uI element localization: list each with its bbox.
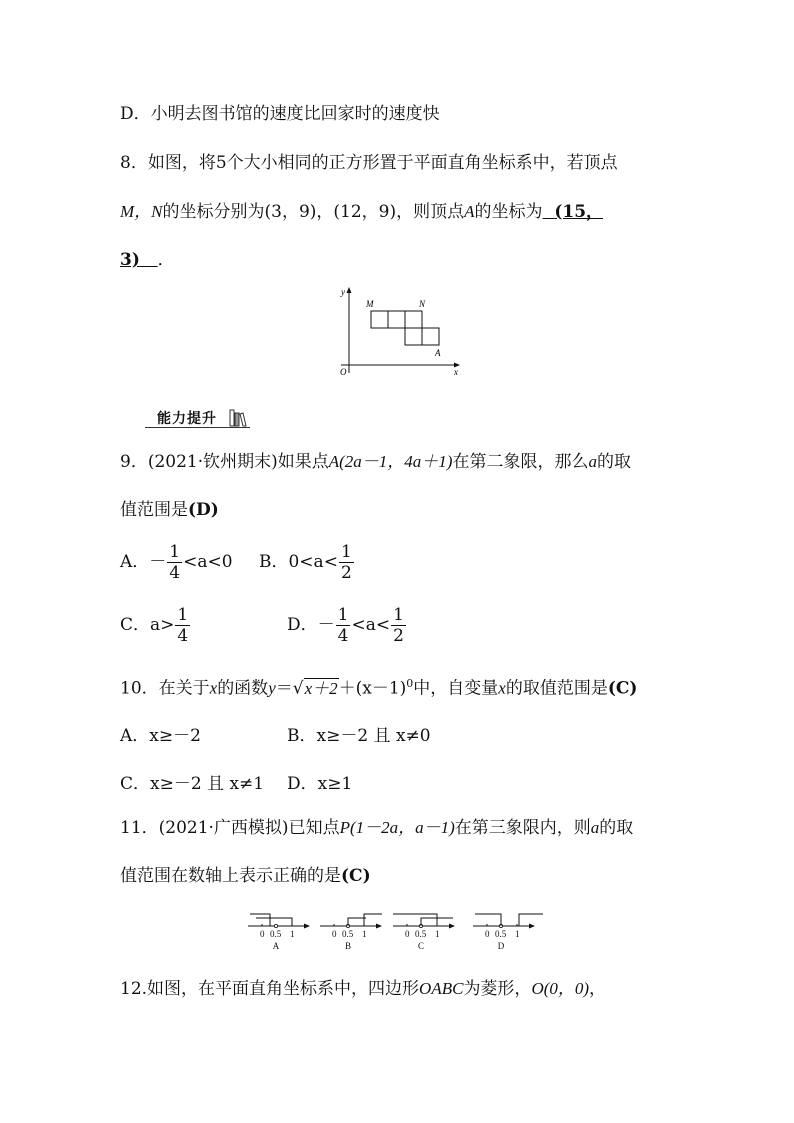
q9-option-b-num: 1 xyxy=(340,542,352,562)
q9-option-d-den1: 4 xyxy=(337,626,349,646)
q11-stem-source: 11．(2021·广西模拟)已知点 xyxy=(120,818,340,838)
q8-stem-line1: 8．如图，将5个大小相同的正方形置于平面直角坐标系中，若顶点 xyxy=(120,153,618,173)
number-line-tick-label: 0 xyxy=(485,929,490,939)
q12-stem-end: ， xyxy=(589,979,607,999)
q10-var-x2: x xyxy=(498,678,506,698)
q12-stem xyxy=(120,978,606,1000)
q10-option-a: A．x≥－2 xyxy=(120,726,201,746)
square-4 xyxy=(405,328,422,345)
q11-stem-line1 xyxy=(120,817,633,839)
number-line-arrow xyxy=(529,924,535,929)
q10-option-c: C．x≥－2 且 x≠1 xyxy=(120,774,265,794)
q8-answer-part1: (15， xyxy=(554,202,604,222)
q9-option-d-fraction2 xyxy=(391,605,406,646)
section-header xyxy=(145,406,250,428)
q8-coordinate-figure xyxy=(335,285,465,380)
square-2 xyxy=(388,311,405,328)
number-line-d xyxy=(473,914,543,951)
q10-stem xyxy=(120,673,637,700)
q11-stem-mid: 在第三象限内，则 xyxy=(454,818,591,838)
section-rule xyxy=(145,427,250,428)
number-line-c xyxy=(393,914,455,951)
q9-stem-end: 的取 xyxy=(596,452,631,472)
q11-stem-line2 xyxy=(120,865,371,887)
square-3 xyxy=(405,311,422,328)
section-label: 能力提升 xyxy=(157,411,217,427)
number-line-point xyxy=(274,924,277,927)
number-line-range xyxy=(364,914,382,926)
number-line-tick-label: 1 xyxy=(290,929,295,939)
number-line-tick-label: 0.5 xyxy=(342,929,354,939)
q10-stem-start: 10．在关于 xyxy=(120,678,210,699)
point-a-label: A xyxy=(435,348,441,358)
number-line-tick-label: 0.5 xyxy=(495,929,507,939)
q10-func-y: y xyxy=(268,678,276,698)
q9-option-c-fraction xyxy=(175,605,190,646)
q9-option-b-prefix: B．0<a< xyxy=(259,552,338,572)
q9-var: a xyxy=(588,452,597,471)
q9-stem-line2-text: 值范围是 xyxy=(120,500,188,520)
q10-eq: ＝ xyxy=(275,678,293,699)
q9-option-a-suffix: <a<0 xyxy=(183,552,233,572)
number-line-tick-label: 0 xyxy=(332,929,337,939)
q9-option-b xyxy=(259,542,355,583)
y-axis-arrow xyxy=(347,287,352,293)
square-5 xyxy=(422,328,439,345)
number-line-range xyxy=(256,918,292,926)
number-line-a xyxy=(248,914,310,951)
q9-option-c-prefix: C．a> xyxy=(120,615,175,635)
number-line-range xyxy=(348,918,366,926)
q11-answer: (C) xyxy=(341,866,371,886)
number-line-option-label: D xyxy=(497,941,505,951)
number-line-option-label: B xyxy=(344,941,352,951)
q9-option-d-fraction1 xyxy=(336,605,351,646)
books-icon xyxy=(229,407,247,427)
y-axis-label: y xyxy=(341,287,345,297)
q10-answer: (C) xyxy=(607,678,638,699)
q10-stem-mid: 中，自变量 xyxy=(413,678,499,699)
point-n-label: N xyxy=(419,299,426,309)
q9-option-d xyxy=(287,605,407,646)
number-line-range xyxy=(250,914,270,926)
number-line-tick-label: 0 xyxy=(405,929,410,939)
q8-tail: 的坐标为 xyxy=(474,202,543,222)
q8-a: A xyxy=(464,202,475,221)
q9-option-a-prefix: A．－ xyxy=(120,552,167,572)
q8-end: ． xyxy=(157,250,175,270)
q7-option-d: D．小明去图书馆的速度比回家时的速度快 xyxy=(120,104,440,124)
origin-label: O xyxy=(340,367,347,377)
number-line-arrow xyxy=(304,924,310,929)
q9-option-b-fraction xyxy=(339,542,354,583)
q9-stem-mid: 在第二象限，那么 xyxy=(452,452,589,472)
number-line-tick-label: 0 xyxy=(260,929,265,939)
number-line-b xyxy=(320,914,382,951)
q9-option-c xyxy=(120,605,191,646)
q9-option-d-num2: 1 xyxy=(393,605,404,625)
q9-option-a-num: 1 xyxy=(169,542,181,562)
q9-stem-source: 9．(2021·钦州期末)如果点 xyxy=(120,452,329,472)
square-1 xyxy=(371,311,388,328)
q9-stem-line1 xyxy=(120,451,631,473)
q9-stem-line2 xyxy=(120,499,219,521)
q12-stem-start: 12.如图，在平面直角坐标系中，四边形 xyxy=(120,979,420,999)
q12-origin: O(0，0) xyxy=(531,979,590,998)
q8-stem-line2 xyxy=(120,201,603,223)
sqrt-icon: √ xyxy=(292,678,304,699)
q12-oabc: OABC xyxy=(419,979,464,998)
q11-stem-line2-text: 值范围在数轴上表示正确的是 xyxy=(120,866,341,886)
number-line-tick-label: 0.5 xyxy=(415,929,427,939)
q9-option-d-mid: <a< xyxy=(351,615,391,635)
q9-option-d-den2: 2 xyxy=(393,626,404,646)
q10-radicand: x＋2 xyxy=(304,678,338,698)
number-line-tick-label: 1 xyxy=(515,929,520,939)
q11-stem-end: 的取 xyxy=(599,818,634,838)
q9-option-a-fraction xyxy=(167,542,182,583)
number-line-tick-label: 1 xyxy=(435,929,440,939)
q9-option-b-den: 2 xyxy=(340,563,352,583)
x-axis-label: x xyxy=(454,367,458,377)
q11-number-lines xyxy=(248,904,548,954)
q9-option-c-num: 1 xyxy=(177,605,189,625)
q9-option-c-den: 4 xyxy=(177,626,189,646)
q10-option-b: B．x≥－2 且 x≠0 xyxy=(287,726,431,746)
number-line-arrow xyxy=(376,924,382,929)
q10-stem-end: 的取值范围是 xyxy=(505,678,608,699)
point-m-label: M xyxy=(366,299,374,309)
number-line-tick-label: 0.5 xyxy=(270,929,282,939)
q10-stem-func: 的函数 xyxy=(217,678,269,699)
q10-var-x1: x xyxy=(209,678,218,698)
q10-exponent: 0 xyxy=(406,677,414,690)
q9-option-a xyxy=(120,542,233,583)
number-line-arrow xyxy=(449,924,455,929)
q9-option-d-prefix: D．－ xyxy=(287,615,335,635)
q11-point-p: P(1－2a，a－1) xyxy=(339,818,455,837)
q8-mn: M，N xyxy=(120,202,163,221)
q10-plus-term: ＋(x－1) xyxy=(338,678,407,699)
number-line-option-label: C xyxy=(417,941,425,951)
number-line-range xyxy=(475,914,501,926)
number-line-range xyxy=(519,914,543,926)
q8-stem-line3 xyxy=(120,249,175,271)
q10-option-d: D．x≥1 xyxy=(287,774,353,794)
number-line-tick-label: 1 xyxy=(362,929,367,939)
q8-mid: 的坐标分别为(3，9)，(12，9)，则顶点 xyxy=(162,202,465,222)
q8-answer-part2: 3) xyxy=(120,250,140,270)
q9-answer: (D) xyxy=(188,500,219,520)
q9-option-a-den: 4 xyxy=(169,563,181,583)
number-line-option-label: A xyxy=(272,941,280,951)
q12-stem-mid: 为菱形， xyxy=(463,979,532,999)
number-line-range xyxy=(393,914,437,926)
q9-option-d-num1: 1 xyxy=(337,605,349,625)
q9-point-a: A(2a－1，4a＋1) xyxy=(328,452,453,471)
q11-var: a xyxy=(590,818,600,837)
